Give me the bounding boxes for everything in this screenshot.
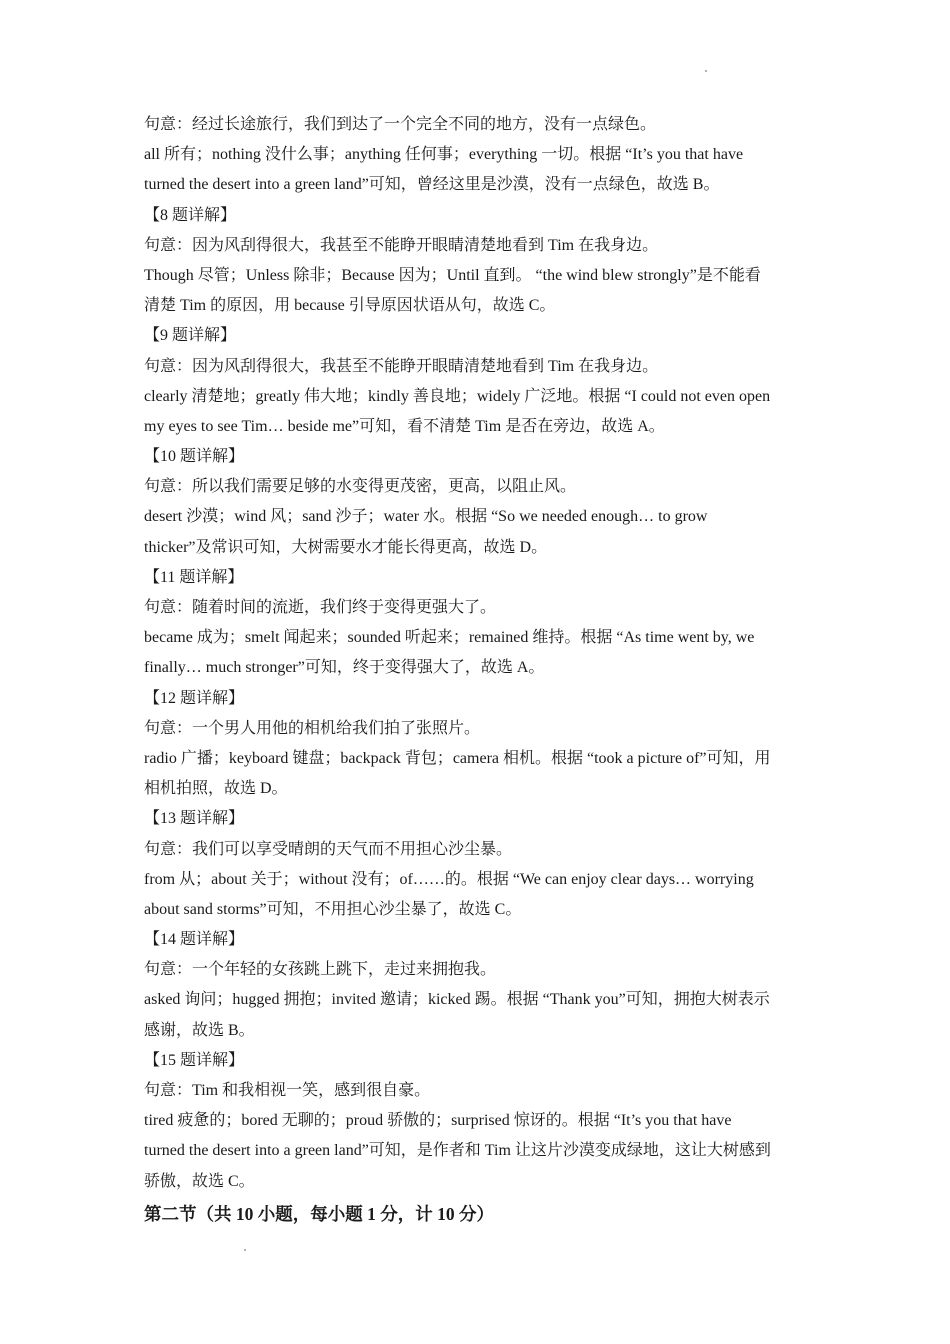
paragraph-line: 句意：一个男人用他的相机给我们拍了张照片。 bbox=[144, 719, 481, 737]
paragraph-line: radio 广播；keyboard 键盘；backpack 背包；camera 相机。根据 “took a picture of”可知，用 bbox=[144, 749, 771, 767]
paragraph-line: 句意：经过长途旅行，我们到达了一个完全不同的地方，没有一点绿色。 bbox=[144, 116, 657, 133]
question-heading: 【14 题详解】 bbox=[144, 931, 245, 949]
paragraph-line: asked 询问；hugged 拥抱；invited 邀请；kicked 踢。根据 “Thank you”可知，拥抱大树表示 bbox=[144, 991, 770, 1009]
paragraph-line: about sand storms”可知，不用担心沙尘暴了，故选 C。 bbox=[144, 900, 522, 918]
paragraph-line: turned the desert into a green land”可知，是作者和 Tim 让这片沙漠变成绿地，这让大树感到 bbox=[144, 1142, 771, 1160]
paragraph-line: 相机拍照，故选 D。 bbox=[144, 780, 288, 798]
question-heading: 【8 题详解】 bbox=[144, 206, 237, 224]
question-heading: 【10 题详解】 bbox=[144, 448, 245, 466]
paragraph-line: 句意：随着时间的流逝，我们终于变得更强大了。 bbox=[144, 599, 497, 616]
paragraph-line: 句意：一个年轻的女孩跳上跳下，走过来拥抱我。 bbox=[144, 961, 497, 979]
paragraph-line: tired 疲惫的；bored 无聊的；proud 骄傲的；surprised 惊讶的。根据 “It’s you that have bbox=[144, 1112, 732, 1130]
paragraph-line: 清楚 Tim 的原因，用 because 引导原因状语从句，故选 C。 bbox=[144, 297, 556, 315]
paragraph-line: desert 沙漠；wind 风；sand 沙子；water 水。根据 “So we needed enough… to grow bbox=[144, 508, 708, 526]
paragraph-line: 句意：因为风刮得很大，我甚至不能睁开眼睛清楚地看到 Tim 在我身边。 bbox=[144, 357, 659, 375]
paragraph-line: became 成为；smelt 闻起来；sounded 听起来；remained 维持。根据 “As time went by, we bbox=[144, 629, 755, 647]
paragraph-line: 句意：所以我们需要足够的水变得更茂密，更高，以阻止风。 bbox=[144, 478, 577, 496]
page-mark-bottom bbox=[244, 1249, 246, 1251]
paragraph-line: Though 尽管；Unless 除非；Because 因为；Until 直到。 “the wind blew strongly”是不能看 bbox=[144, 266, 761, 284]
paragraph-line: 感谢，故选 B。 bbox=[144, 1021, 255, 1039]
paragraph-line: 句意：因为风刮得很大，我甚至不能睁开眼睛清楚地看到 Tim 在我身边。 bbox=[144, 236, 659, 254]
paragraph-line: my eyes to see Tim… beside me”可知，看不清楚 Tim 是否在旁边，故选 A。 bbox=[144, 417, 665, 435]
paragraph-line: turned the desert into a green land”可知，曾经这里是沙漠，没有一点绿色，故选 B。 bbox=[144, 176, 720, 194]
question-heading: 【13 题详解】 bbox=[144, 810, 245, 828]
paragraph-line: clearly 清楚地；greatly 伟大地；kindly 善良地；widely 广泛地。根据 “I could not even open bbox=[144, 387, 771, 405]
paragraph-line: all 所有；nothing 没什么事；anything 任何事；everything 一切。根据 “It’s you that have bbox=[144, 146, 744, 164]
paragraph-line: 句意：Tim 和我相视一笑，感到很自豪。 bbox=[144, 1082, 431, 1099]
paragraph-line: 骄傲，故选 C。 bbox=[144, 1172, 255, 1190]
question-heading: 【11 题详解】 bbox=[144, 568, 244, 586]
section-title: 第二节（共 10 小题，每小题 1 分，计 10 分） bbox=[144, 1203, 494, 1224]
page-mark-top bbox=[705, 70, 707, 72]
paragraph-line: finally… much stronger”可知，终于变得强大了，故选 A。 bbox=[144, 659, 545, 677]
paragraph-line: thicker”及常识可知，大树需要水才能长得更高，故选 D。 bbox=[144, 538, 548, 556]
paragraph-line: 句意：我们可以享受晴朗的天气而不用担心沙尘暴。 bbox=[144, 840, 513, 858]
question-heading: 【9 题详解】 bbox=[144, 327, 237, 345]
document-body bbox=[144, 110, 809, 1229]
question-heading: 【12 题详解】 bbox=[144, 689, 245, 707]
paragraph-line: from 从；about 关于；without 没有；of……的。根据 “We can enjoy clear days… worrying bbox=[144, 870, 754, 888]
question-heading: 【15 题详解】 bbox=[144, 1051, 245, 1069]
